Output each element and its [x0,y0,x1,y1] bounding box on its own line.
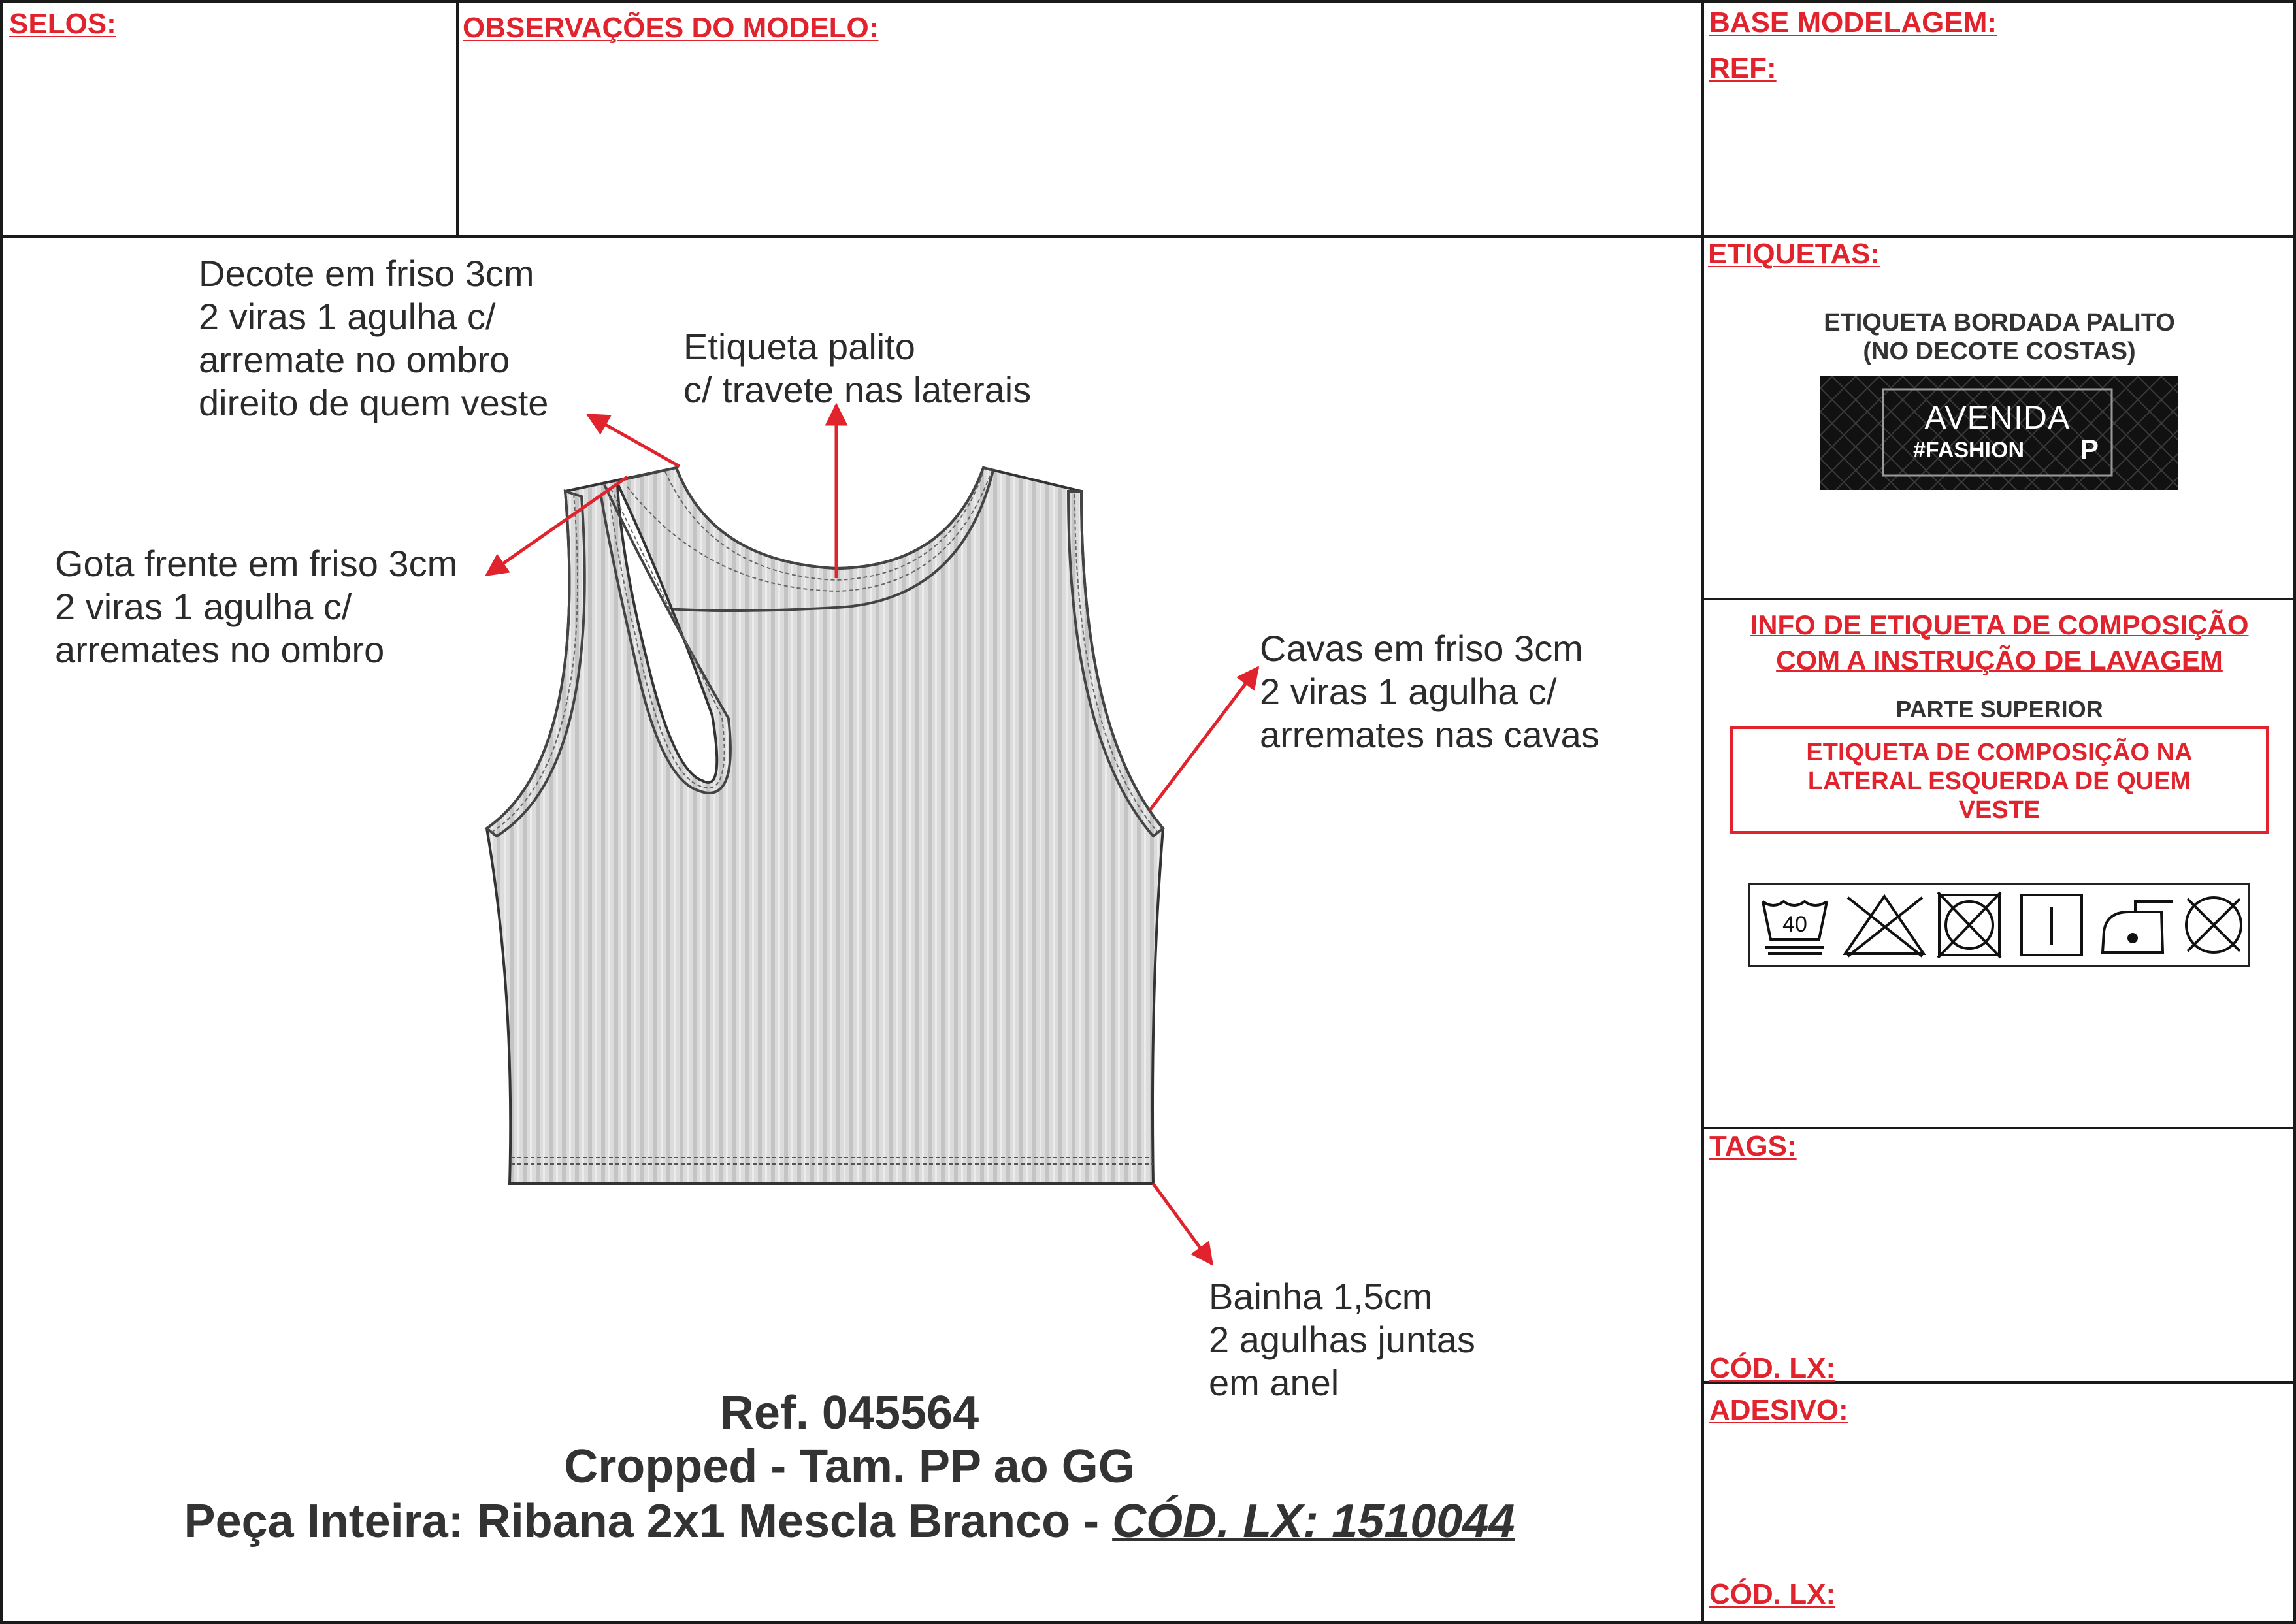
base-modelagem-label: BASE MODELAGEM: [1709,7,1997,39]
no-bleach-icon [1845,896,1924,956]
selos-label: SELOS: [9,8,116,40]
tags-label: TAGS: [1709,1130,1797,1162]
adesivo-label: ADESIVO: [1709,1394,1848,1426]
brand-tag: #FASHION [1912,438,2025,463]
no-tumble-dry-icon [1938,892,2001,958]
fabric-code: CÓD. LX: 1510044 [1112,1495,1515,1548]
info-title: INFO DE ETIQUETA DE COMPOSIÇÃO COM A INSTRUÇÃO DE LAVAGEM [1750,609,2249,675]
footer-fabric [0,1495,1699,1548]
arrow-bainha [1153,1184,1212,1264]
sidebar-divider-info [1703,598,2296,600]
observacoes-label: OBSERVAÇÕES DO MODELO: [463,12,879,44]
etiqueta-description: ETIQUETA BORDADA PALITO (NO DECOTE COSTAS) [1824,309,2175,365]
fabric-description: Peça Inteira: Ribana 2x1 Mescla Branco - [184,1495,1113,1548]
line-dry-icon [2022,895,2082,955]
composicao-text: ETIQUETA DE COMPOSIÇÃO NA LATERAL ESQUERDA DE QUEM VESTE [1806,739,2193,824]
note-gota: Gota frente em friso 3cm 2 viras 1 agulha c/ arremates no ombro [55,543,458,670]
brand-label [1820,376,2178,490]
cod-lx-adesivo: CÓD. LX: [1709,1578,1836,1610]
wash-temp: 40 [1782,912,1807,937]
iron-low-icon [2103,901,2173,952]
note-bainha: Bainha 1,5cm 2 agulhas juntas em anel [1209,1276,1475,1403]
etiquetas-label: ETIQUETAS: [1708,238,1880,270]
cod-lx-tags: CÓD. LX: [1709,1352,1836,1384]
brand-size: P [2080,434,2099,464]
note-cavas: Cavas em friso 3cm 2 viras 1 agulha c/ arremates nas cavas [1260,628,1599,755]
ref-label: REF: [1709,52,1777,84]
arrow-decote [588,415,680,466]
footer-model: Cropped - Tam. PP ao GG [564,1440,1135,1493]
footer-ref: Ref. 045564 [719,1387,979,1439]
brand-name: AVENIDA [1924,399,2071,436]
note-decote: Decote em friso 3cm 2 viras 1 agulha c/ arremate no ombro direito de quem veste [199,253,549,423]
sidebar-divider-tags [1703,1127,2296,1129]
no-dry-clean-icon [2186,898,2241,952]
note-etiqueta: Etiqueta palito c/ travete nas laterais [683,326,1032,410]
care-icons [1748,883,2250,967]
arrow-cavas [1150,668,1258,810]
garment-body [487,468,1163,1184]
parte-superior: PARTE SUPERIOR [1895,696,2103,723]
